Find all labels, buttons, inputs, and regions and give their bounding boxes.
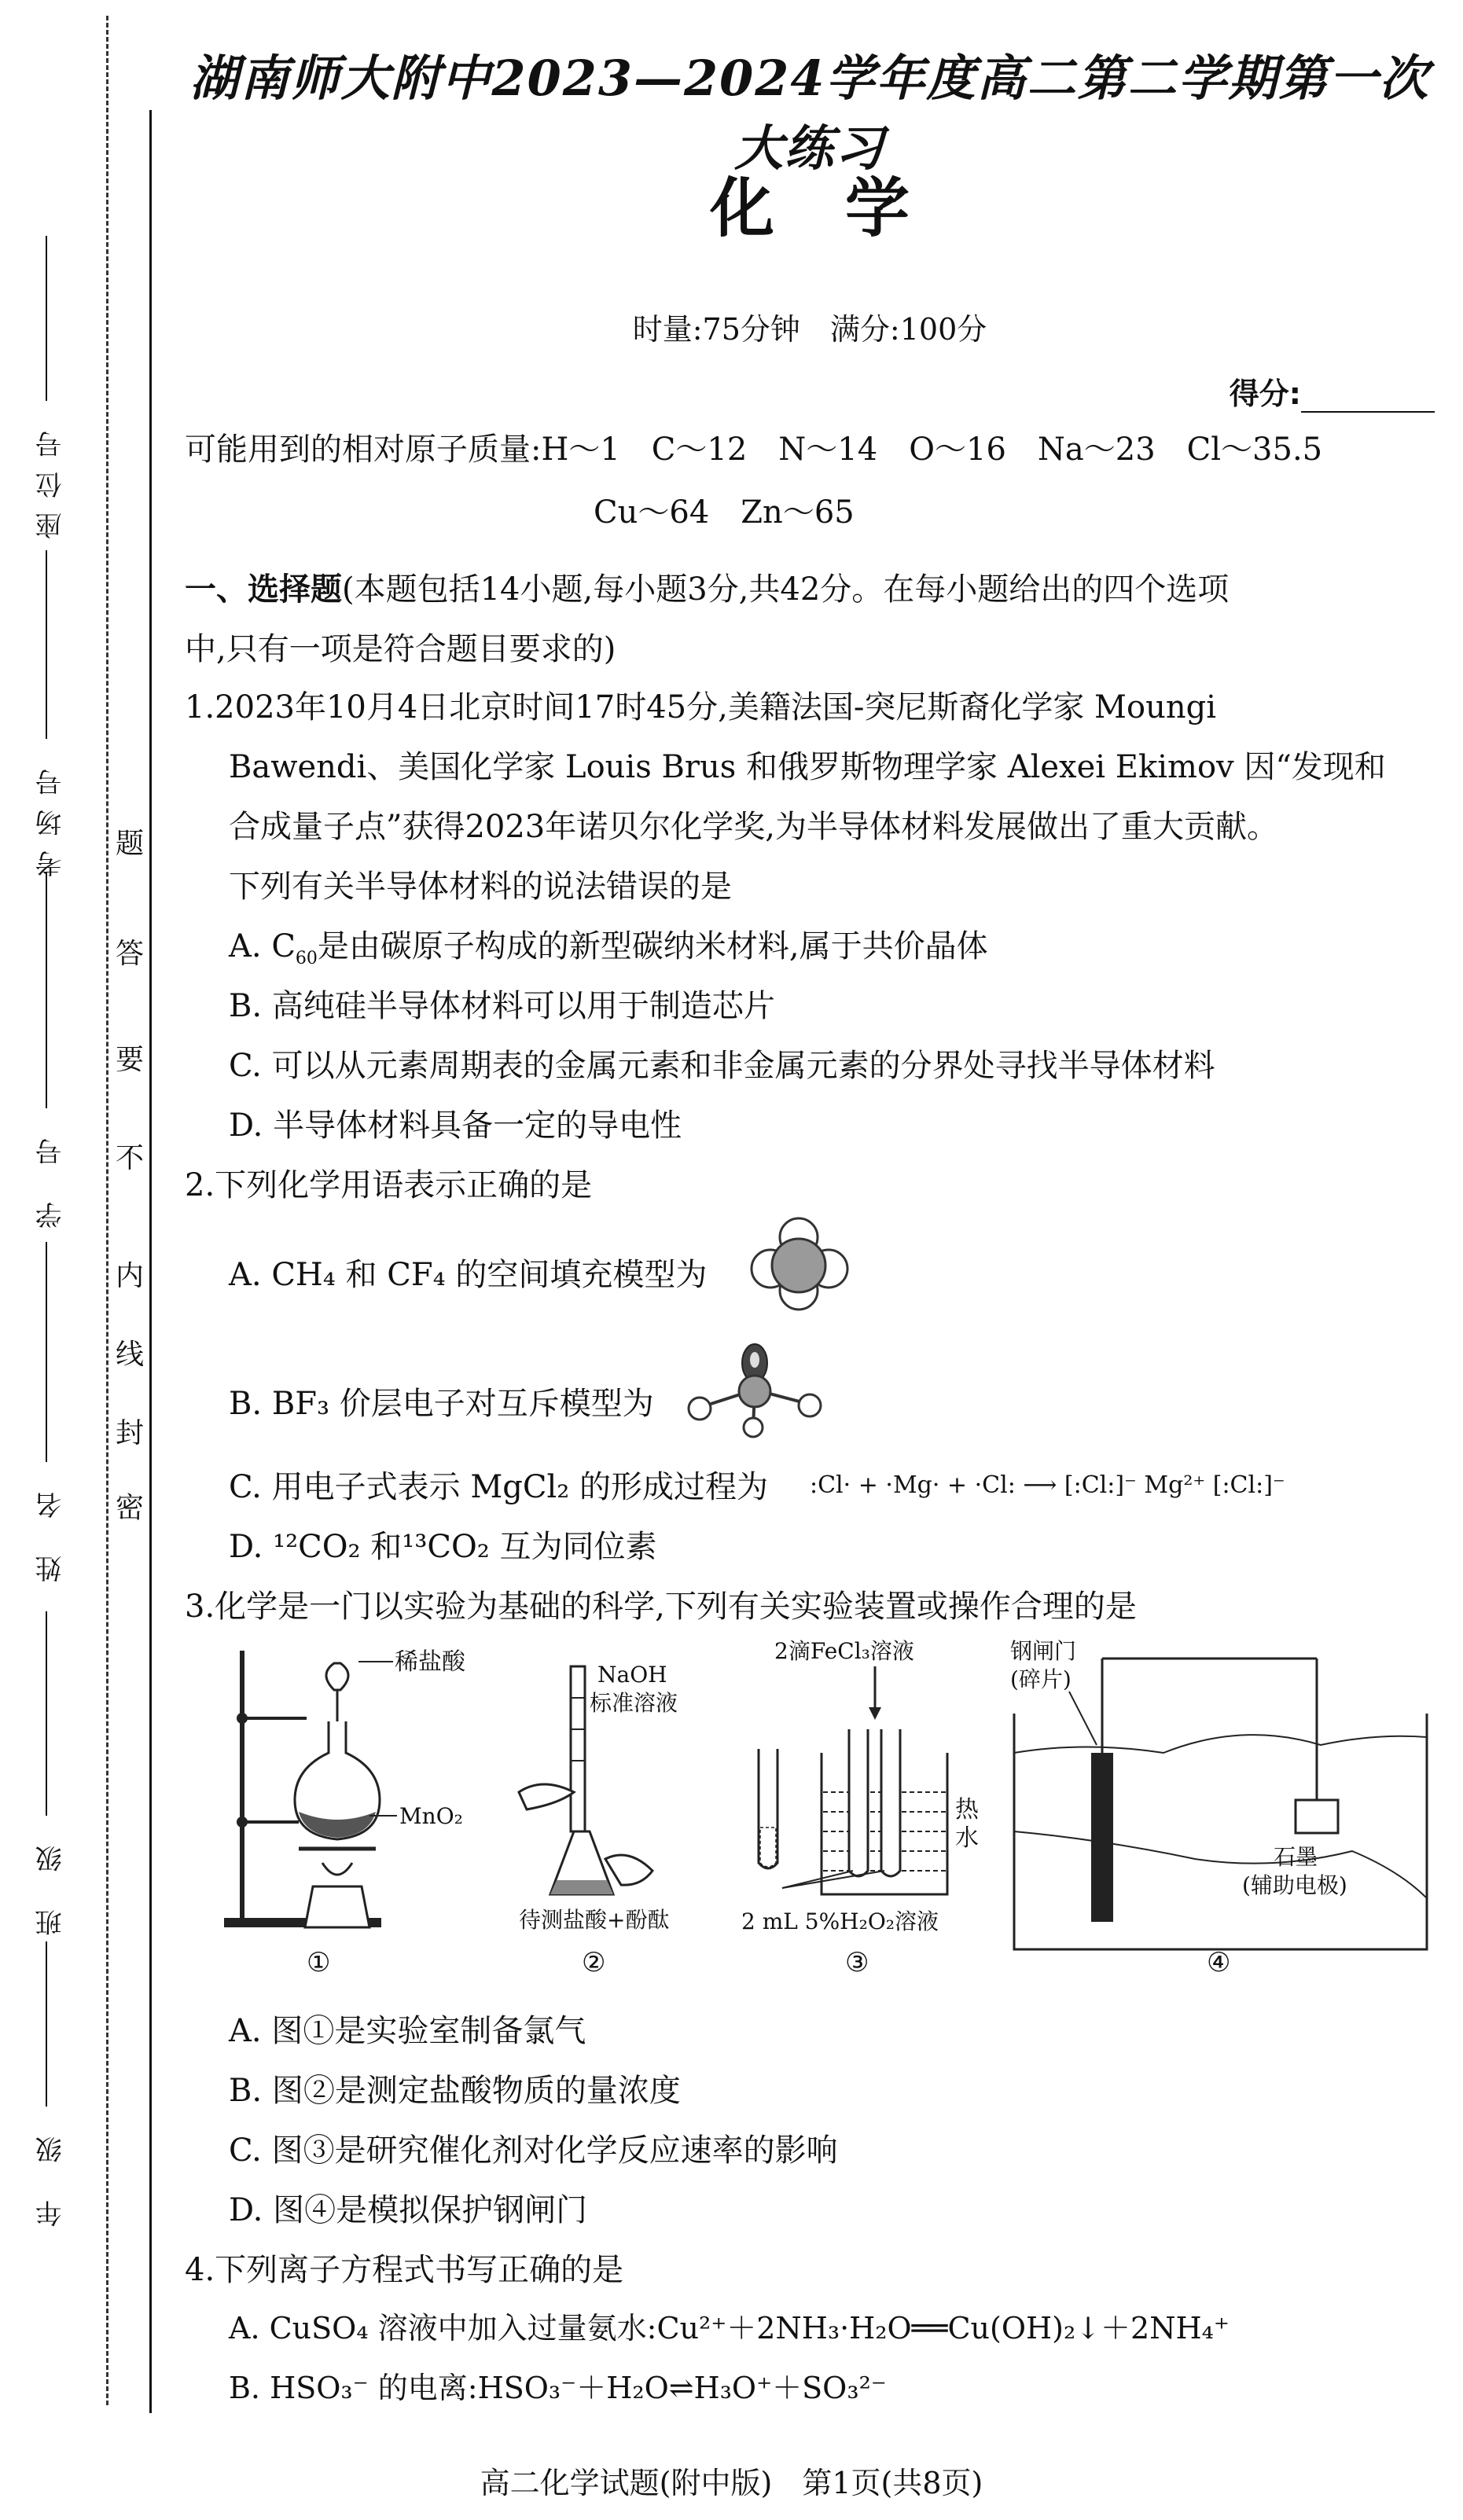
- fig3-label-hot: 热: [955, 1796, 979, 1824]
- name-blank: [46, 1242, 47, 1462]
- q4-option-a: A. CuSO₄ 溶液中加入过量氨水:Cu²⁺＋2NH₃·H₂O══Cu(OH)₂↓＋2NH₄⁺: [229, 2311, 1230, 2346]
- q1-option-a: [229, 928, 988, 969]
- fig3-label-h2o2: 2 mL 5%H₂O₂溶液: [741, 1908, 939, 1934]
- notice-char: 题: [115, 828, 144, 860]
- q1-stem-line4: 下列有关半导体材料的说法错误的是: [229, 869, 732, 905]
- figure-4-steel-gate-protection: [1006, 1635, 1435, 1981]
- fig1-number: ①: [307, 1947, 331, 1978]
- figure-3-catalyst-experiment: [735, 1635, 1002, 1981]
- class-label: 班 级: [35, 1831, 67, 1936]
- atomic-masses-line2: Cu～64 Zn～65: [594, 494, 855, 531]
- q1-option-a-sub: 60: [295, 949, 318, 968]
- time-and-score-info: 时量:75分钟 满分:100分: [632, 312, 987, 347]
- grade-label: 年 级: [35, 2122, 67, 2227]
- q2-stem: 2.下列化学用语表示正确的是: [185, 1167, 593, 1203]
- notice-char: 要: [115, 1044, 144, 1076]
- q1-stem-line3: 合成量子点”获得2023年诺贝尔化学奖,为半导体材料发展做出了重大贡献。: [229, 809, 1278, 845]
- page-footer: 高二化学试题(附中版) 第1页(共8页): [480, 2466, 983, 2500]
- fold-dashed-line: [106, 16, 108, 2405]
- atomic-masses-line1: 可能用到的相对原子质量:H～1 C～12 N～14 O～16 Na～23 Cl～35.5: [185, 432, 1323, 468]
- score-blank: [1301, 384, 1435, 413]
- fig2-label-naoh: NaOH: [597, 1662, 667, 1688]
- q3-option-b: B. 图②是测定盐酸物质的量浓度: [229, 2073, 681, 2109]
- q1-option-c: C. 可以从元素周期表的金属元素和非金属元素的分界处寻找半导体材料: [229, 1048, 1215, 1084]
- figure-1-chlorine-apparatus: [220, 1635, 487, 1981]
- notice-char: 不: [115, 1142, 144, 1174]
- subject-title: 化学: [709, 171, 980, 246]
- notice-char: 内: [115, 1260, 144, 1292]
- figure-2-titration: [495, 1635, 731, 1981]
- q4-option-b: B. HSO₃⁻ 的电离:HSO₃⁻＋H₂O⇌H₃O⁺＋SO₃²⁻: [229, 2371, 887, 2405]
- student-number-label: 学 号: [35, 1124, 67, 1229]
- score-label: 得分:: [1229, 377, 1301, 411]
- notice-char: 封: [115, 1417, 144, 1449]
- fig2-label-sample: 待测盐酸+酚酞: [519, 1907, 670, 1933]
- space-filling-model-figure: [747, 1212, 853, 1314]
- q3-option-d: D. 图④是模拟保护钢闸门: [229, 2192, 588, 2228]
- seat-number-blank: [46, 236, 47, 401]
- q2-option-c-formula: :Cl· + ·Mg· + ·Cl: ⟶ [:Cl:]⁻ Mg²⁺ [:Cl:]⁻: [810, 1471, 1285, 1499]
- q1-stem-line2: Bawendi、美国化学家 Louis Brus 和俄罗斯物理学家 Alexei Ekimov 因“发现和: [229, 749, 1386, 785]
- grade-blank: [46, 1941, 47, 2107]
- q2-option-b: B. BF₃ 价层电子对互斥模型为: [229, 1386, 654, 1422]
- section1-heading: [185, 571, 1229, 608]
- notice-char: 答: [115, 938, 144, 970]
- fig4-label-electrode: (辅助电极): [1242, 1872, 1347, 1898]
- student-number-blank: [46, 872, 47, 1108]
- section1-desc-cont: 中,只有一项是符合题目要求的): [185, 631, 616, 667]
- q3-option-a: A. 图①是实验室制备氯气: [229, 2013, 586, 2049]
- q1-stem-line1: 1.2023年10月4日北京时间17时45分,美籍法国-突尼斯裔化学家 Moungi: [185, 689, 1217, 726]
- fig3-number: ③: [845, 1947, 869, 1978]
- q4-stem: 4.下列离子方程式书写正确的是: [185, 2252, 624, 2288]
- fig4-number: ④: [1207, 1947, 1231, 1978]
- score-box: [1230, 369, 1435, 413]
- q1-option-b: B. 高纯硅半导体材料可以用于制造芯片: [229, 988, 775, 1024]
- fig2-number: ②: [582, 1947, 606, 1978]
- exam-room-blank: [46, 550, 47, 739]
- seat-number-label: 座位号: [35, 417, 67, 539]
- section1-title: 一、选择题: [185, 571, 342, 608]
- q3-option-c: C. 图③是研究催化剂对化学反应速率的影响: [229, 2132, 838, 2169]
- section1-desc: (本题包括14小题,每小题3分,共42分。在每小题给出的四个选项: [342, 571, 1230, 608]
- fig3-label-fecl3: 2滴FeCl₃溶液: [774, 1638, 914, 1664]
- exam-title: 湖南师大附中2023—2024学年度高二第二学期第一次大练习: [189, 50, 1430, 177]
- q1-option-a-post: 是由碳原子构成的新型碳纳米材料,属于共价晶体: [317, 928, 988, 964]
- fig1-label-mno2: MnO₂: [399, 1803, 463, 1829]
- notice-char: 密: [115, 1492, 144, 1524]
- q2-option-c: C. 用电子式表示 MgCl₂ 的形成过程为: [229, 1469, 769, 1505]
- fig2-label-standard: 标准溶液: [590, 1690, 678, 1716]
- name-label: 姓 名: [35, 1478, 67, 1582]
- class-blank: [46, 1611, 47, 1816]
- fig4-label-graphite: 石墨: [1274, 1844, 1318, 1870]
- seal-solid-line: [149, 110, 152, 2413]
- q3-stem: 3.化学是一门以实验为基础的科学,下列有关实验装置或操作合理的是: [185, 1589, 1137, 1625]
- fig4-label-fragment: (碎片): [1010, 1666, 1072, 1692]
- q1-option-d: D. 半导体材料具备一定的导电性: [229, 1108, 682, 1144]
- fig1-label-acid: 稀盐酸: [395, 1648, 465, 1676]
- q2-option-d: D. ¹²CO₂ 和¹³CO₂ 互为同位素: [229, 1529, 657, 1565]
- q2-option-a: A. CH₄ 和 CF₄ 的空间填充模型为: [229, 1257, 708, 1293]
- q1-option-a-pre: A. C: [229, 928, 296, 964]
- fig4-label-gate: 钢闸门: [1010, 1638, 1077, 1664]
- exam-room-label: 考场号: [35, 755, 67, 877]
- fig3-label-water: 水: [955, 1824, 979, 1852]
- notice-char: 线: [115, 1339, 144, 1371]
- vsepr-model-figure: [684, 1328, 825, 1438]
